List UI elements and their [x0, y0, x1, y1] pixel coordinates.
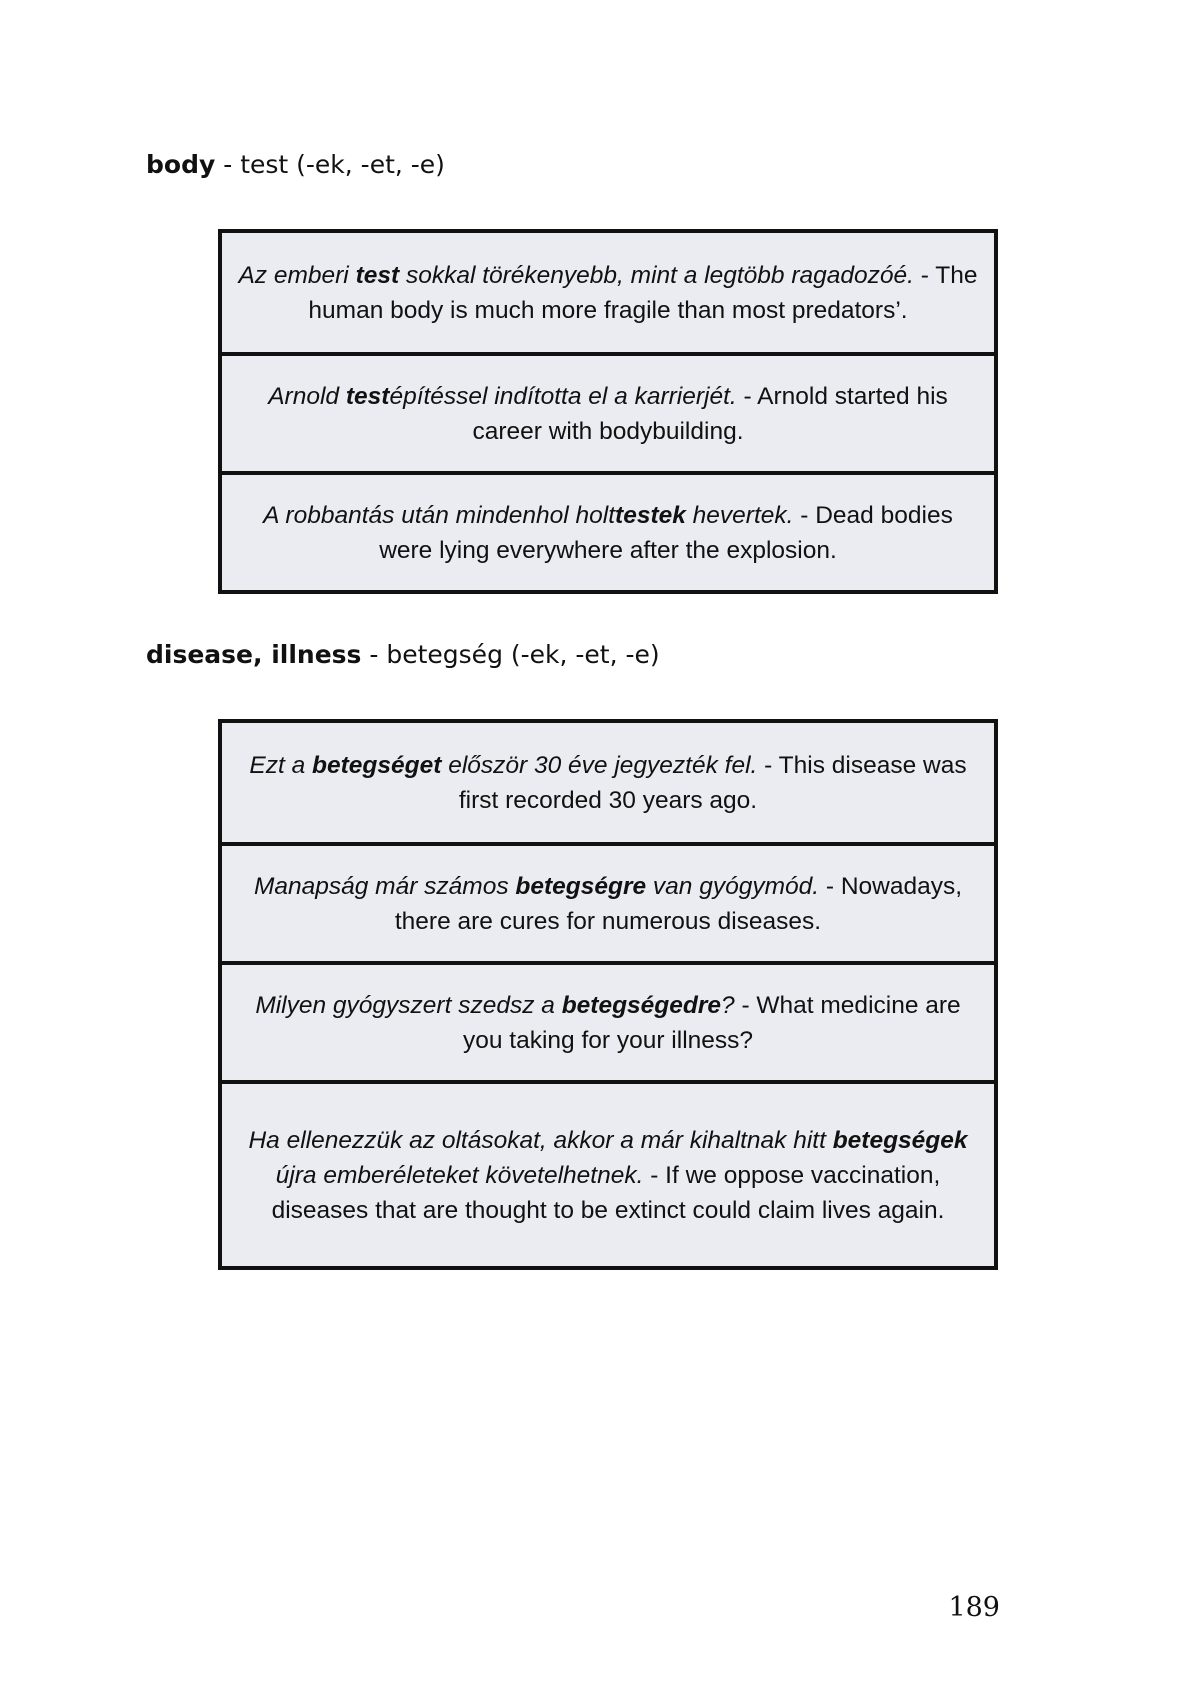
hungarian-text: Ezt a — [249, 751, 313, 779]
example-sentence — [238, 498, 978, 568]
entry-term: body — [146, 150, 216, 179]
example-sentence — [238, 869, 978, 939]
keyword-text: betegségedre — [561, 991, 721, 1019]
entry-heading-disease — [146, 640, 660, 669]
example-row — [222, 233, 994, 352]
example-row — [222, 471, 994, 590]
example-sentence — [238, 379, 978, 449]
example-row — [222, 1080, 994, 1266]
english-text: - Dead bodies were lying everywhere after the explosion. — [379, 501, 953, 564]
hungarian-text: Arnold — [268, 382, 346, 410]
keyword-text: testek — [615, 501, 686, 529]
english-text: - The human body is much more fragile than most predators’. — [308, 261, 978, 324]
examples-table-body — [218, 229, 998, 594]
example-sentence — [238, 988, 978, 1058]
hungarian-text: van gyógymód. — [646, 872, 820, 900]
example-row — [222, 352, 994, 471]
hungarian-text: Ha ellenezzük az oltásokat, akkor a már kihaltnak hitt — [248, 1126, 833, 1154]
entry-translation: test (-ek, -et, -e) — [240, 150, 445, 179]
hungarian-text: A robbantás után mindenhol holt — [263, 501, 616, 529]
english-text: - Arnold started his career with bodybuilding. — [472, 382, 948, 445]
example-row — [222, 723, 994, 842]
hungarian-text: ? — [721, 991, 735, 1019]
hungarian-text: hevertek. — [685, 501, 794, 529]
examples-table-disease — [218, 719, 998, 1270]
hungarian-text: építéssel indította el a karrierjét. — [389, 382, 737, 410]
hungarian-text: sokkal törékenyebb, mint a legtöbb ragadozóé. — [399, 261, 914, 289]
english-text: - Nowadays, there are cures for numerous diseases. — [394, 872, 963, 935]
keyword-text: betegséget — [312, 751, 442, 779]
hungarian-text: először 30 éve jegyezték fel. — [441, 751, 758, 779]
example-sentence — [238, 1123, 978, 1228]
example-sentence — [238, 258, 978, 328]
page-number: 189 — [948, 1592, 1000, 1623]
keyword-text: betegségre — [515, 872, 647, 900]
entry-separator: - — [361, 640, 387, 669]
entry-translation: betegség (-ek, -et, -e) — [386, 640, 660, 669]
hungarian-text: újra emberéleteket követelhetnek. — [275, 1161, 644, 1189]
entry-term: disease, illness — [146, 640, 362, 669]
example-sentence — [238, 748, 978, 818]
english-text: - This disease was first recorded 30 years ago. — [458, 751, 967, 814]
example-row — [222, 961, 994, 1080]
entry-separator: - — [215, 150, 241, 179]
example-row — [222, 842, 994, 961]
english-text: - If we oppose vaccination, diseases that are thought to be extinct could claim lives again. — [271, 1161, 945, 1224]
keyword-text: test — [355, 261, 400, 289]
keyword-text: betegségek — [832, 1126, 968, 1154]
english-text: - What medicine are you taking for your illness? — [462, 991, 961, 1054]
hungarian-text: Manapság már számos — [253, 872, 516, 900]
entry-heading-body — [146, 150, 445, 179]
hungarian-text: Milyen gyógyszert szedsz a — [255, 991, 562, 1019]
hungarian-text: Az emberi — [238, 261, 356, 289]
keyword-text: test — [345, 382, 390, 410]
